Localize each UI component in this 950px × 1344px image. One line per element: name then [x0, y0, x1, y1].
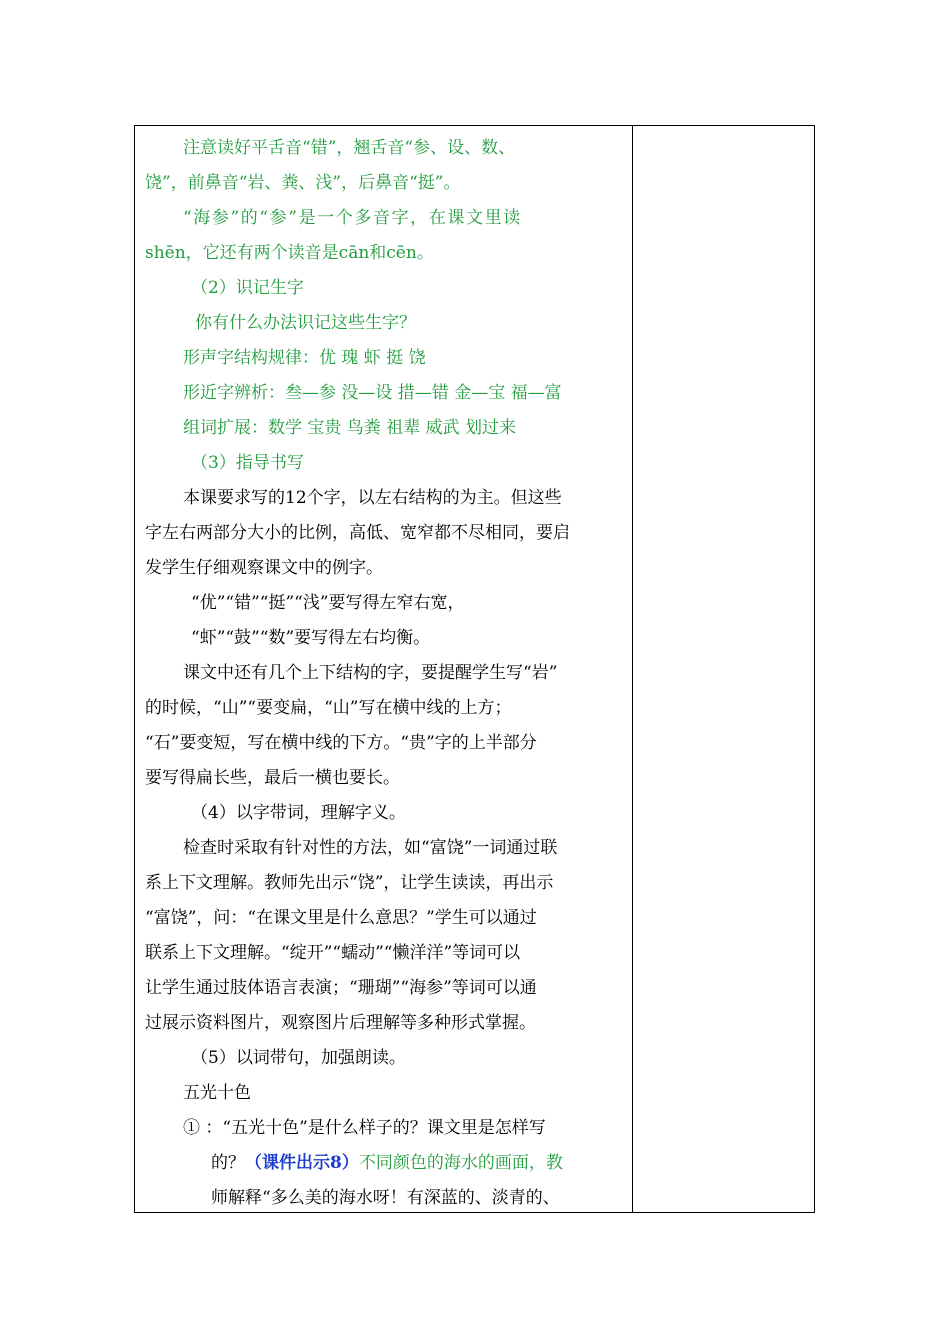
section-heading: （5）以词带句，加强朗读。 [191, 1048, 406, 1068]
text-line: “虾”“鼓”“数”要写得左右均衡。 [191, 628, 431, 648]
text-line: 系上下文理解。教师先出示“饶”，让学生读读，再出示 [145, 873, 554, 893]
text-line: 字左右两部分大小的比例，高低、宽窄都不尽相同，要启 [145, 523, 570, 543]
text-line: 要写得扁长些，最后一横也要长。 [145, 768, 400, 788]
text-line: 五光十色 [183, 1083, 251, 1103]
text-line: 发学生仔细观察课文中的例字。 [145, 558, 383, 578]
text-line: 本课要求写的12个字，以左右结构的为主。但这些 [183, 488, 562, 508]
text-line: 课文中还有几个上下结构的字，要提醒学生写“岩” [183, 663, 558, 683]
text-line: “石”要变短，写在横中线的下方。“贵”字的上半部分 [145, 733, 537, 753]
text-line: 形近字辨析：叁—参 没—设 措—错 金—宝 福—富 [183, 383, 562, 403]
text-line: 组词扩展：数学 宝贵 鸟粪 祖辈 威武 划过来 [183, 418, 517, 438]
text-line: 过展示资料图片，观察图片后理解等多种形式掌握。 [145, 1013, 536, 1033]
text-line: 师解释“多么美的海水呀！有深蓝的、淡青的、 [211, 1188, 560, 1208]
text-segment: 的？ [211, 1153, 245, 1173]
text-line: shēn，它还有两个读音是cān和cēn。 [145, 243, 434, 263]
text-line: 你有什么办法识记这些生字？ [195, 313, 416, 333]
text-line: 联系上下文理解。“绽开”“蠕动”“懒洋洋”等词可以 [145, 943, 521, 963]
text-line: 形声字结构规律：优 瑰 虾 挺 饶 [183, 348, 426, 368]
section-heading: （4）以字带词，理解字义。 [191, 803, 406, 823]
text-segment-green: 不同颜色的海水的画面，教 [358, 1153, 563, 1173]
text-line: 检查时采取有针对性的方法，如“富饶”一词通过联 [183, 838, 558, 858]
section-heading: （2）识记生字 [191, 278, 304, 298]
text-line: 饶”，前鼻音“岩、粪、浅”，后鼻音“挺”。 [145, 173, 461, 193]
text-line: 注意读好平舌音“错”，翘舌音“参、设、数、 [183, 138, 516, 158]
lesson-table [134, 125, 815, 1213]
courseware-reference: （课件出示8） [245, 1153, 359, 1173]
column-divider [632, 126, 633, 1212]
text-line: 让学生通过肢体语言表演；“珊瑚”“海参”等词可以通 [145, 978, 537, 998]
mixed-line [211, 1151, 563, 1175]
text-line: “富饶”，问：“在课文里是什么意思？”学生可以通过 [145, 908, 537, 928]
text-line: 的时候，“山”“要变扁，“山”写在横中线的上方； [145, 698, 512, 718]
text-line: ① ：“五光十色”是什么样子的？课文里是怎样写 [183, 1118, 546, 1138]
text-line: “海参”的“参”是一个多音字，在课文里读 [183, 208, 522, 228]
section-heading: （3）指导书写 [191, 453, 304, 473]
text-line: “优”“错”“挺”“浅”要写得左窄右宽， [191, 593, 465, 613]
